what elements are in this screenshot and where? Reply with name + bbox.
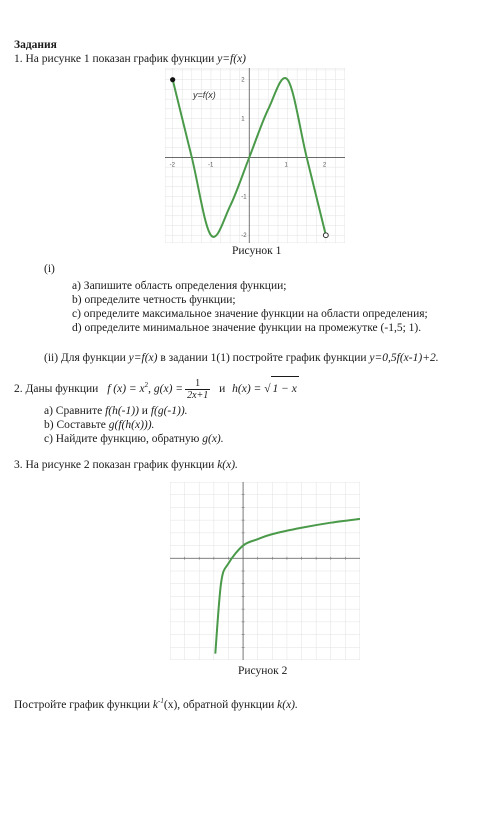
task2-a-expr1: f(h(-1)) — [105, 405, 139, 417]
task2-g-left: g(x) = — [153, 382, 184, 395]
figure-2-curve — [215, 519, 360, 654]
part-ii-mid: в задании 1(1) постройте график функции — [157, 352, 370, 364]
task3-final — [14, 694, 298, 712]
task2-c-expr: g(x). — [202, 433, 224, 445]
task2-intro: 2. Даны функции f $(x) = x^2$, g(x) = $\frac{1}{2x+1}$ и h(x) = √ 1 − x — [14, 377, 297, 401]
part-ii-func: y=f(x) — [128, 352, 158, 364]
part-i-label: (i) — [44, 263, 55, 275]
task3-final-func: k — [152, 698, 159, 711]
x-tick-label: -2 — [169, 162, 176, 169]
y-tick-label: -1 — [241, 194, 247, 201]
task3-intro-text: 3. На рисунке 2 показан график функции — [14, 459, 218, 471]
task2-f-exponent: 2 — [144, 381, 149, 389]
task2-b-expr: g(f(h(x))). — [108, 419, 155, 431]
task2-item-a — [44, 404, 188, 418]
task2-a-mid: и — [138, 405, 151, 417]
figure-2-graph — [170, 482, 360, 660]
task1-item-b: b) определите четность функции; — [72, 294, 236, 306]
figure-1-graph — [165, 68, 345, 243]
task3-final-prefix: Постройте график функции — [14, 698, 153, 711]
task2-intro-text: 2. Даны функции — [14, 382, 99, 395]
figure-2-caption: Рисунок 2 — [238, 665, 288, 677]
y-tick-label: 2 — [241, 77, 245, 84]
task2-h-left: h(x) = — [232, 382, 262, 395]
heading: Задания — [14, 39, 57, 51]
task1-intro-text: 1. На рисунке 1 показан график функции — [14, 53, 218, 65]
task1-item-a: a) Запишите область определения функции; — [72, 280, 287, 292]
task1-item-d: d) определите минимальное значение функции на промежутке (-1,5; 1). — [72, 322, 422, 334]
x-tick-label: 1 — [284, 162, 288, 169]
figure-1-label: y=f(x) — [193, 90, 216, 100]
part-ii-target: y=0,5f(x-1)+2. — [369, 352, 439, 364]
figure-2-grid — [170, 482, 360, 660]
task1-item-c: c) определите максимальное значение функции на области определения; — [72, 308, 428, 320]
task2-g-denominator: 2x+1 — [187, 389, 209, 401]
task3-intro-func: k(x). — [217, 459, 238, 471]
task1-intro — [14, 52, 246, 66]
task2-g-numerator: 1 — [185, 378, 210, 390]
y-tick-label: -2 — [241, 233, 247, 240]
task2-a-expr2: f(g(-1)). — [150, 405, 188, 417]
task3-final-sup: -1 — [158, 697, 164, 705]
task2-b-prefix: b) Составьте — [44, 419, 109, 431]
task2-h-radicand: 1 − x — [271, 376, 299, 401]
y-tick-label: 1 — [241, 116, 245, 123]
x-tick-label: -1 — [207, 162, 214, 169]
figure-1-endpoint-filled — [170, 77, 175, 82]
task3-intro — [14, 458, 238, 472]
figure-1-caption: Рисунок 1 — [232, 245, 282, 257]
task2-item-b — [44, 418, 154, 432]
x-tick-label: 2 — [322, 162, 327, 169]
task3-final-mid: (x), обратной функции — [163, 698, 278, 711]
task2-a-prefix: a) Сравните — [44, 405, 106, 417]
sqrt-icon: √ — [264, 382, 271, 395]
task1-intro-func: y=f(x) — [217, 53, 247, 65]
task2-item-c — [44, 432, 224, 446]
task2-f-def: f (x) = x — [107, 382, 145, 395]
part-ii — [44, 351, 439, 365]
figure-1-endpoint-open — [323, 233, 328, 238]
task2-c-prefix: c) Найдите функцию, обратную — [44, 433, 203, 445]
task3-final-end: k(x). — [277, 698, 298, 711]
task2-g-fraction — [185, 378, 210, 401]
task2-and: и — [219, 382, 226, 395]
part-ii-prefix: (ii) Для функции — [44, 352, 129, 364]
